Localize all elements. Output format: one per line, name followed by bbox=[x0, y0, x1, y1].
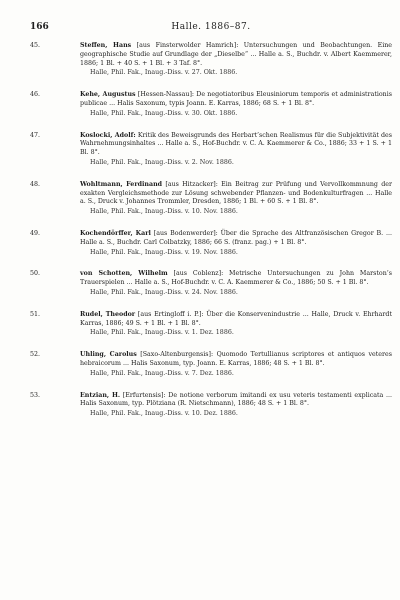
entry-author: Wohltmann, Ferdinand bbox=[80, 180, 163, 188]
entry-text: [aus Ertingloff i. P.]: Über die Konservenindustrie ... Halle, Druck v. Ehrhardt Karras, 1886; 49 S. + 1 Bl. + 1 Bl. 8°. bbox=[80, 310, 392, 327]
entry-author: von Schotten, Wilhelm bbox=[80, 270, 168, 278]
entry-body bbox=[80, 392, 392, 410]
entry-author: Rudel, Theodor bbox=[80, 310, 136, 318]
entry-note: Halle, Phil. Fak., Inaug.-Diss. v. 30. Okt. 1886. bbox=[90, 109, 238, 117]
entry-body bbox=[80, 351, 392, 369]
entry-number: 48. bbox=[30, 180, 41, 188]
entry-number: 47. bbox=[30, 131, 41, 139]
list-item bbox=[0, 132, 400, 168]
entry-note: Halle, Phil. Fak., Inaug.-Diss. v. 10. Dez. 1886. bbox=[90, 410, 238, 418]
entry-body bbox=[80, 230, 392, 248]
list-item bbox=[0, 230, 400, 257]
entry-text: [aus Hitzacker]: Ein Beitrag zur Prüfung und Vervollkommnung der exakten Vergleichsmethode zur Lösung schwebender Pflanzen- und Bodenkulturfragen ... Halle a. S., Druck v. Johannes Trommler, Dresden, 1886; 1 Bl. + 60 S. + 1 Bl. 8°. bbox=[80, 180, 393, 206]
list-item bbox=[0, 181, 400, 217]
entry-number: 53. bbox=[30, 391, 41, 399]
list-item bbox=[0, 270, 400, 297]
entry-number: 52. bbox=[30, 351, 41, 359]
entry-text: [aus Coblenz]: Metrische Untersuchungen zu John Marston’s Trauerspielen ... Halle a. S., Hof-Buchdr. v. C. A. Kaemmerer & Co., 1886; 50 S. + 1 Bl. 8°. bbox=[80, 270, 392, 287]
running-title: Halle. 1886–87. bbox=[171, 22, 251, 32]
entry-text: Kritik des Beweisgrunds des Herbart’schen Realismus für die Subjektivität des Wahrnehmungsinhaltes ... Halle a. S., Hof-Buchdr. v. C. A. Kaemmerer & Co., 1886; 33 + 1 S. + 1 Bl. 8°. bbox=[80, 131, 392, 157]
entry-number: 45. bbox=[30, 42, 41, 49]
list-item bbox=[0, 42, 400, 78]
entry-body bbox=[80, 181, 392, 207]
entry-number: 50. bbox=[30, 270, 41, 278]
list-item bbox=[0, 91, 400, 118]
entry-note: Halle, Phil. Fak., Inaug.-Diss. v. 19. Nov. 1886. bbox=[90, 248, 238, 256]
entry-number: 46. bbox=[30, 91, 41, 99]
entry-author: Kehe, Augustus bbox=[80, 91, 136, 99]
entry-note: Halle, Phil. Fak., Inaug.-Diss. v. 1. Dez. 1886. bbox=[90, 329, 234, 337]
entry-text: [Saxo-Altenburgensis]: Quomodo Tertullianus scriptores et antiquos veteres hebraicorum ... Halis Saxonum, typ. Joann. E. Karras, 1886; 48 S. + 1 Bl. 8°. bbox=[80, 351, 392, 367]
list-item bbox=[0, 392, 400, 419]
entry-body bbox=[80, 132, 392, 158]
entry-text: [aus Bodenwerder]: Über die Sprache des Altfranzösischen Gregor B. ... Halle a. S., Buchdr. Carl Colbatzky, 1886; 66 S. (franz. pag.) + 1 Bl. 8°. bbox=[80, 229, 392, 246]
entry-note: Halle, Phil. Fak., Inaug.-Diss. v. 27. Okt. 1886. bbox=[90, 69, 238, 77]
entry-number: 51. bbox=[30, 310, 41, 318]
entry-author: Uhling, Carolus bbox=[80, 351, 137, 359]
entry-list bbox=[0, 42, 400, 419]
entry-author: Steffen, Hans bbox=[80, 42, 132, 49]
entry-note: Halle, Phil. Fak., Inaug.-Diss. v. 24. Nov. 1886. bbox=[90, 288, 238, 296]
entry-author: Entzian, H. bbox=[80, 391, 121, 399]
entry-body bbox=[80, 42, 392, 68]
entry-note: Halle, Phil. Fak., Inaug.-Diss. v. 2. Nov. 1886. bbox=[90, 158, 234, 166]
entry-author: Koslocki, Adolf: bbox=[80, 131, 136, 139]
entry-note: Halle, Phil. Fak., Inaug.-Diss. v. 7. Dez. 1886. bbox=[90, 369, 234, 377]
entry-text: [aus Finsterwolder Hamrich]: Untersuchungen und Beobachtungen. Eine geographische Studie auf Grundlage der „Dieselbe“ ... Halle a. S., Buchdr. v. Albert Kaemmerer, 1886; 1 Bl. + 40 S. + 1 Bl. + 3 Taf. 8°. bbox=[80, 42, 392, 67]
entry-note: Halle, Phil. Fak., Inaug.-Diss. v. 10. Nov. 1886. bbox=[90, 208, 238, 216]
entry-author: Kochendörffer, Karl bbox=[80, 229, 151, 237]
page-number: 166 bbox=[30, 22, 49, 32]
page-header bbox=[30, 22, 392, 36]
entry-number: 49. bbox=[30, 229, 41, 237]
entry-text: [Hessen-Nassau]: De negotiatoribus Eleusiniorum temporis et administrationis publicae ... Halis Saxonum, typis Joann. E. Karras, 1886; 68 S. + 1 Bl. 8°. bbox=[80, 91, 392, 107]
list-item bbox=[0, 311, 400, 338]
entry-body bbox=[80, 270, 392, 288]
entry-body bbox=[80, 311, 392, 329]
entry-body bbox=[80, 91, 392, 109]
list-item bbox=[0, 351, 400, 378]
entry-text: [Erfurtensis]: De notione verborum imitandi ex usu veteris testamenti explicata ... Halis Saxonum, typ. Plötziana (R. Nietschmann), 1886; 48 S. + 1 Bl. 8°. bbox=[80, 391, 392, 408]
